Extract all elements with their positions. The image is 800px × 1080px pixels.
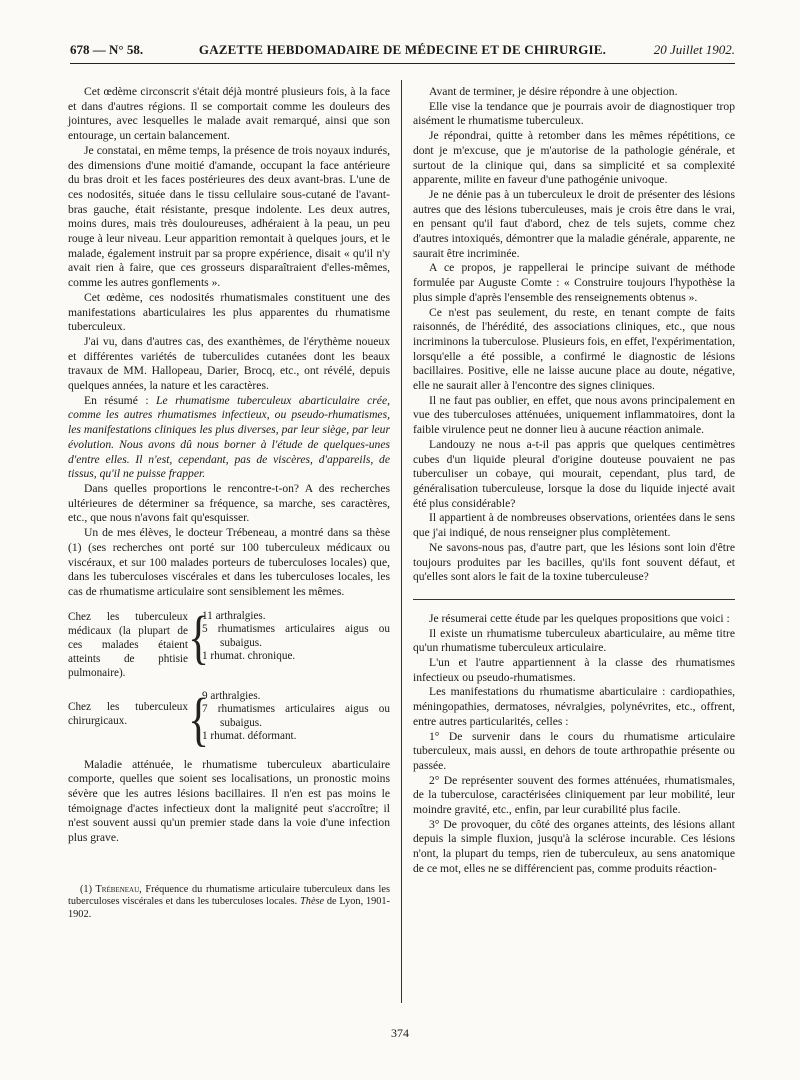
paragraph: Les manifestations du rhumatisme abarticulaire : cardiopathies, méningopathies, dermatoses, névralgies, polynévrites, etc., offrent, entre autres particularités, celles : (413, 685, 735, 728)
paragraph: 3° De provoquer, du côté des organes atteints, des lésions allant depuis la simple fluxion, jusqu'à la sclérose incurable. Ces lésions n'ont, la plupart du temps, rien de tuberculeux, au sens anatomique de ce mot, elles ne se différencient pas, comme produits réaction- (413, 817, 735, 875)
right-column (413, 85, 735, 877)
paragraph: Je répondrai, quitte à retomber dans les mêmes répétitions, ce dont je m'excuse, que je m'autorise de la pathologie générale, et surtout de la clinique qui, dans sa simplicité et sa complexité apparente, milite en faveur d'une pathogénie univoque. (413, 129, 735, 187)
paragraph: Il appartient à de nombreuses observations, orientées dans le sens que j'ai indiqué, de nous renseigner plus complètement. (413, 511, 735, 540)
footnote-author: (1) Trébeneau, (80, 883, 142, 895)
paragraph: Avant de terminer, je désire répondre à une objection. (429, 85, 678, 98)
paragraph: 2° De représenter souvent des formes atténuées, rhumatismales, de la tuberculose, caractérisées cliniquement par leur mobilité, leur moindre gravité, etc., enfin, par leur curabilité plus facile. (413, 773, 735, 817)
paragraph: A ce propos, je rappellerai le principe suivant de méthode formulée par Auguste Comte : « Construire toujours l'hypothèse la plus simple d'après l'ensemble des renseignements obtenus ». (413, 261, 735, 304)
paragraph: Il existe un rhumatisme tuberculeux abarticulaire, au même titre qu'un rhumatisme tuberculeux articulaire. (413, 626, 735, 655)
brace-icon: { (188, 685, 210, 753)
paragraph: Je résumerai cette étude par les quelques propositions que voici : (429, 611, 730, 625)
paragraph: Je constatai, en même temps, la présence de trois noyaux indurés, des dimensions d'une moitié d'amande, occupant la face antérieure du bras droit et les faces postérieures des deux avant-bras. L'une de ces nodosités, située dans le tissu cellulaire sous-cutané de l'avant-bras gauche, était résistante, presque indolente. Les deux autres, moins dures, mais très douloureuses, adhéraient à la peau, un peu rouge à leur niveau. Leur apparition remontait à quelques jours, et le malade, également instruit par sa propre expérience, disait « qu'il n'y avait rien à faire, que ces grosseurs disparaîtraient d'elles-mêmes, comme les autres gonflements ». (68, 143, 390, 290)
table-row: 5 rhumatismes articulaires aigus ou subaigus. (202, 623, 390, 649)
table-values (202, 690, 390, 750)
page-number: 374 (391, 1026, 409, 1040)
summary-paragraph (68, 394, 390, 482)
running-header (70, 42, 735, 64)
paragraph: Maladie atténuée, le rhumatisme tuberculeux abarticulaire comporte, quelles que soient ses localisations, un pronostic moins sévère que les autres lésions bacillaires. Il n'en est pas moins le témoignage d'actes infectieux dont la malignité peut s'accroître; il n'est souvent aussi qu'un premier stade dans la voie d'une infection plus grave. (68, 757, 390, 845)
paragraph: L'un et l'autre appartiennent à la classe des rhumatismes infectieux ou pseudo-rhumatismes. (413, 656, 735, 684)
footnote (68, 884, 390, 922)
journal-title: GAZETTE HEBDOMADAIRE DE MÉDECINE ET DE CHIRURGIE. (198, 42, 607, 57)
paragraph: Ce n'est pas seulement, du reste, en tenant compte de faits raisonnés, de l'hérédité, des associations cliniques, etc., que nous incriminons la tuberculose. Plusieurs fois, en effet, l'expérimentation, lorsqu'elle a été possible, a confirmé le diagnostic de lésions bacillaires. Positive, elle ne laisse aucune place au doute, négative, elle ne saurait aller à l'encontre des signes cliniques. (413, 305, 735, 393)
paragraph: Dans quelles proportions le rencontre-t-on? A des recherches ultérieures de déterminer sa fréquence, sa marche, ses caractères, etc., que nous n'avons fait qu'esquisser. (68, 481, 390, 525)
footnote-end: de Lyon, 1901-1902. (68, 896, 390, 920)
table-label: Chez les tuberculeux chirurgicaux. (68, 700, 188, 727)
table-values (202, 610, 390, 680)
paragraph: 1° De survenir dans le cours du rhumatisme articulaire tuberculeux, mais aussi, en dehors de toute arthropathie présente ou passée. (413, 729, 735, 772)
table-row: 11 arthralgies. (202, 609, 266, 622)
paragraph: Ne savons-nous pas, d'autre part, que les lésions sont loin d'être toujours produites par les bacilles, qu'ils font souvent défaut, et qu'elles sont alors le fait de la toxine tuberculeuse? (413, 540, 735, 584)
issue-date: 20 Juillet 1902. (653, 42, 735, 57)
table-row: 1 rhumat. chronique. (202, 650, 296, 663)
paragraph: Un de mes élèves, le docteur Trébeneau, a montré dans sa thèse (1) (ses recherches ont porté sur 100 tuberculeux médicaux ou viscéraux, et sur 100 malades porteurs de tuberculoses locales) que, dans les tuberculoses viscérales et dans les tuberculoses locales, les cas de rhumatisme articulaire sont sensiblement les mêmes. (68, 526, 390, 598)
stats-table-medical (68, 604, 390, 680)
table-label: Chez les tuberculeux médicaux (la plupart de ces malades étaient atteints de phtisie pulmonaire). (68, 610, 188, 679)
paragraph: Il ne faut pas oublier, en effet, que nous avons principalement en vue des tuberculoses atténuées, uniquement inflammatoires, dont la faible virulence peut ne donner lieu à aucune réaction animale. (413, 393, 735, 437)
brace-icon: { (188, 604, 210, 671)
summary-lead: En résumé : (84, 393, 157, 407)
paragraph: Je ne dénie pas à un tuberculeux le droit de présenter des lésions autres que des lésions tuberculeuses, mais je crois être dans le vrai, en pensant qu'il faut d'abord, chez de tels sujets, comme chez d'autres intoxiqués, démontrer que la maladie générale, apparente, ne saurait être incriminée. (413, 187, 735, 260)
footnote-text: Fréquence du rhumatisme articulaire tuberculeux dans les tuberculoses viscérales et dans les tuberculoses locales. (68, 883, 390, 908)
summary-italic: Le rhumatisme tuberculeux abarticulaire crée, comme les autres rhumatismes infectieux, ou pseudo-rhumatismes, les manifestations cliniques les plus diverses, par leur siège, par leur évolution. Nous avons dû nous borner à l'étude de quelques-unes d'entre elles. Il n'est, cependant, pas de viscères, d'appareils, de tissus, qu'il ne puisse frapper. (68, 393, 390, 481)
header-rule (70, 63, 735, 64)
table-row: 7 rhumatismes articulaires aigus ou subaigus. (202, 703, 390, 729)
section-rule (413, 599, 735, 600)
page-issue-number: 678 — N° 58. (70, 42, 144, 57)
stats-table-surgical (68, 685, 390, 753)
footnote-italic: Thèse (300, 896, 325, 908)
paragraph: Cet œdème circonscrit s'était déjà montré plusieurs fois, à la face et dans d'autres régions. Il se comportait comme les douleurs des jointures, avec lesquelles le malade avait remarqué, ainsi que son entourage, un certain balancement. (68, 85, 390, 143)
paragraph: Cet œdème, ces nodosités rhumatismales constituent une des manifestations abarticulaires les plus apparentes du rhumatisme tuberculeux. (68, 290, 390, 334)
column-divider (401, 80, 402, 1003)
left-column (68, 85, 390, 921)
paragraph: Landouzy ne nous a-t-il pas appris que quelques centimètres cubes d'un liquide pleural d'origine douteuse pouvaient ne pas tuberculiser un cobaye, qui mourait, cependant, plus tard, de généralisation tuberculeuse, lorsque la dose du liquide injecté avait été plus considérable? (413, 437, 735, 510)
table-row: 1 rhumat. déformant. (202, 730, 297, 743)
paragraph: Elle vise la tendance que je pourrais avoir de diagnostiquer trop aisément le rhumatisme tuberculeux. (413, 99, 735, 128)
paragraph: J'ai vu, dans d'autres cas, des exanthèmes, de l'érythème noueux et différentes variétés de tuberculides cutanées dont les beaux travaux de MM. Hallopeau, Darier, Brocq, etc., ont révélé, depuis quelques années, la nature et les caractères. (68, 334, 390, 393)
table-row: 9 arthralgies. (202, 689, 261, 702)
